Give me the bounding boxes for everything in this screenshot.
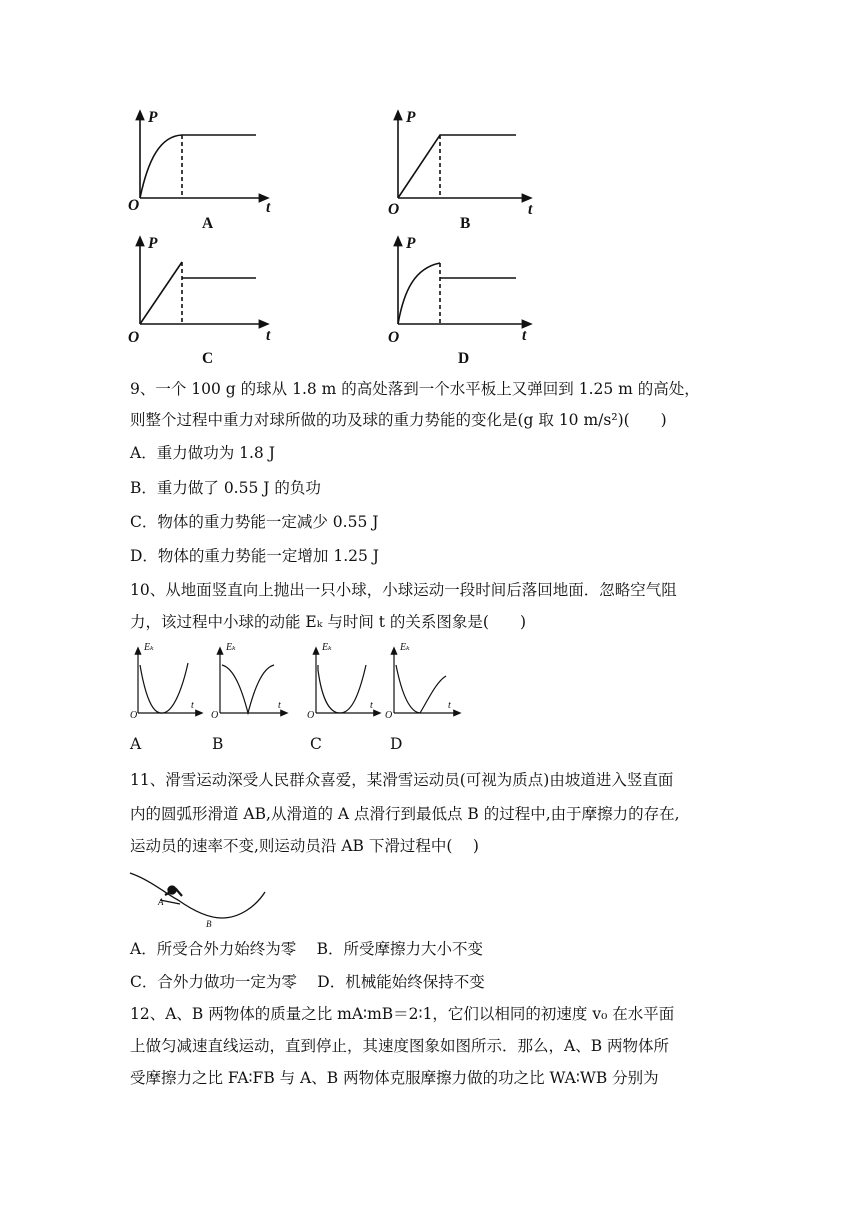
q9-option-a: A．重力做功为 1.8 J bbox=[130, 444, 275, 462]
t-axis-label-b: t bbox=[528, 201, 533, 218]
ek-origin-c: O bbox=[307, 710, 315, 721]
q9-option-d: D．物体的重力势能一定增加 1.25 J bbox=[130, 547, 380, 565]
fig-point-b: B bbox=[206, 919, 212, 929]
graph-a bbox=[140, 114, 265, 198]
ek-graph-c bbox=[316, 650, 378, 713]
q12-line2: 上做匀减速直线运动，直到停止，其速度图象如图所示．那么，A、B 两物体所 bbox=[130, 1037, 670, 1055]
t-axis-label-d: t bbox=[522, 327, 527, 344]
q9-line2: 则整个过程中重力对球所做的功及球的重力势能的变化是(g 取 10 m/s²)( ) bbox=[130, 411, 667, 429]
ek-t-label-a: t bbox=[191, 700, 194, 711]
graph-label-a: A bbox=[202, 215, 214, 232]
origin-label-c: O bbox=[128, 329, 140, 346]
p-axis-label-c: P bbox=[148, 235, 158, 252]
ek-origin-a: O bbox=[130, 710, 138, 721]
ek-t-label-d: t bbox=[448, 700, 451, 711]
origin-label-a: O bbox=[128, 197, 140, 214]
graph-c bbox=[140, 240, 265, 324]
q11-line3: 运动员的速率不变,则运动员沿 AB 下滑过程中( ) bbox=[130, 837, 479, 855]
origin-label-d: O bbox=[388, 329, 400, 346]
q10-label-d: D bbox=[390, 735, 403, 753]
ek-t-label-c: t bbox=[370, 700, 373, 711]
t-axis-label-c: t bbox=[266, 327, 271, 344]
q11-options-row2: C．合外力做功一定为零 D．机械能始终保持不变 bbox=[130, 973, 485, 991]
origin-label-b: O bbox=[388, 201, 400, 218]
q10-line1: 10、从地面竖直向上抛出一只小球，小球运动一段时间后落回地面．忽略空气阻 bbox=[130, 581, 677, 599]
q9-option-b: B．重力做了 0.55 J 的负功 bbox=[130, 479, 321, 497]
ek-axis-label-d: Eₖ bbox=[400, 642, 410, 653]
graph-label-b: B bbox=[460, 215, 471, 232]
q11-line1: 11、滑雪运动深受人民群众喜爱，某滑雪运动员(可视为质点)由坡道进入竖直面 bbox=[130, 771, 674, 789]
q9-option-c: C．物体的重力势能一定减少 0.55 J bbox=[130, 513, 379, 531]
q12-line1: 12、A、B 两物体的质量之比 mA∶mB＝2∶1，它们以相同的初速度 v₀ 在水平面 bbox=[130, 1005, 675, 1023]
q10-label-b: B bbox=[212, 735, 224, 753]
p-axis-label-a: P bbox=[148, 109, 158, 126]
ek-axis-label-b: Eₖ bbox=[226, 642, 236, 653]
t-axis-label-a: t bbox=[266, 199, 271, 216]
p-axis-label-d: P bbox=[406, 235, 416, 252]
q10-line2: 力，该过程中小球的动能 Eₖ 与时间 t 的关系图象是( ) bbox=[130, 613, 527, 631]
q10-label-a: A bbox=[130, 735, 142, 753]
ski-slope-figure bbox=[130, 873, 265, 918]
q9-line1: 9、一个 100 g 的球从 1.8 m 的高处落到一个水平板上又弹回到 1.25 m 的高处， bbox=[130, 380, 700, 398]
ek-graph-b bbox=[220, 650, 285, 713]
graph-b bbox=[398, 114, 528, 198]
q11-line2: 内的圆弧形滑道 AB,从滑道的 A 点滑行到最低点 B 的过程中,由于摩擦力的存在, bbox=[130, 805, 680, 823]
ek-t-label-b: t bbox=[278, 700, 281, 711]
q10-label-c: C bbox=[310, 735, 322, 753]
p-axis-label-b: P bbox=[406, 109, 416, 126]
q11-options-row1: A．所受合外力始终为零 B．所受摩擦力大小不变 bbox=[130, 940, 484, 958]
ek-origin-d: O bbox=[385, 710, 393, 721]
graph-d bbox=[398, 240, 528, 324]
ek-origin-b: O bbox=[211, 710, 219, 721]
ek-axis-label-a: Eₖ bbox=[144, 642, 154, 653]
graph-label-c: C bbox=[202, 350, 214, 367]
fig-point-a: A bbox=[158, 897, 164, 907]
ek-axis-label-c: Eₖ bbox=[322, 642, 332, 653]
graph-label-d: D bbox=[458, 350, 470, 367]
q12-line3: 受摩擦力之比 FA∶FB 与 A、B 两物体克服摩擦力做的功之比 WA∶WB 分别为 bbox=[130, 1069, 659, 1087]
